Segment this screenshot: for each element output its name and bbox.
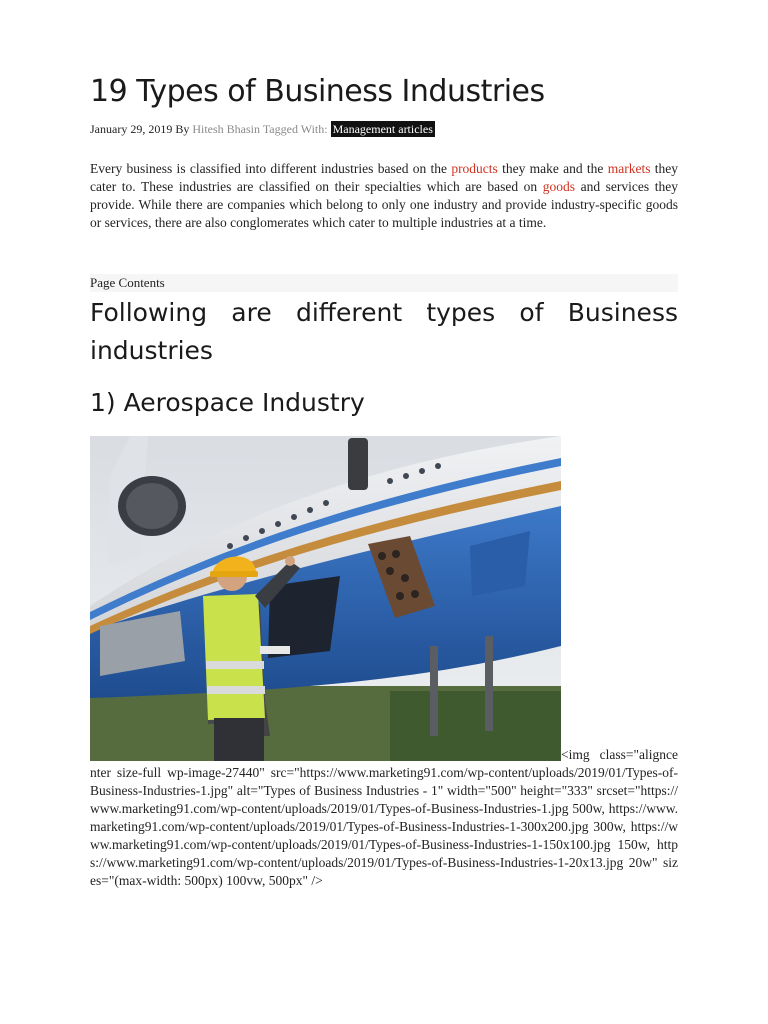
products-link[interactable]: products (451, 161, 498, 176)
category-tag-link[interactable]: Management articles (332, 122, 433, 136)
intro-text-4: and services they provide. While there are companies which belong to only one industry and provide industry-specific goods or services, there are also conglomerates which cater to multiple industries at a time. (90, 179, 678, 230)
post-date: January 29, 2019 (90, 122, 173, 136)
author-link[interactable]: Hitesh Bhasin (192, 122, 261, 136)
image-markup-text: <img class="aligncenter size-full wp-image-27440" src="https://www.marketing91.com/wp-content/uploads/2019/01/Types-of-Business-Industries-1.jpg" alt="Types of Business Industries - 1" width="500" height="333" srcset="https://www.marketing91.com/wp-content/uploads/2019/01/Types-of-Business-Industries-1.jpg 500w, https://www.marketing91.com/wp-content/uploads/2019/01/Types-of-Business-Industries-1-300x200.jpg 300w, https://www.marketing91.com/wp-content/uploads/2019/01/Types-of-Business-Industries-1-150x100.jpg 150w, https://www.marketing91.com/wp-content/uploads/2019/01/Types-of-Business-Industries-1-20x13.jpg 20w" sizes="(max-width: 500px) 100vw, 500px" /> (90, 747, 678, 888)
post-meta (90, 122, 435, 137)
by-label: By (175, 122, 190, 136)
goods-link[interactable]: goods (542, 179, 576, 194)
intro-text-3: they cater to. These industries are classified on their specialties which are based on (90, 161, 678, 194)
intro-text-2: they make and the (497, 161, 608, 176)
intro-text-1: Every business is classified into different industries based on the (90, 161, 452, 176)
markets-link[interactable]: markets (607, 161, 651, 176)
page-title: 19 Types of Business Industries (90, 74, 545, 109)
airplane-worker-illustration (90, 436, 561, 761)
subsection-heading: 1) Aerospace Industry (90, 388, 365, 417)
tagged-with-label: Tagged With: (262, 122, 328, 136)
page-contents-toggle[interactable]: Page Contents (90, 274, 678, 292)
intro-paragraph (90, 160, 678, 232)
section-heading: Following are different types of Business industries (90, 298, 678, 365)
aerospace-photo (90, 436, 561, 761)
